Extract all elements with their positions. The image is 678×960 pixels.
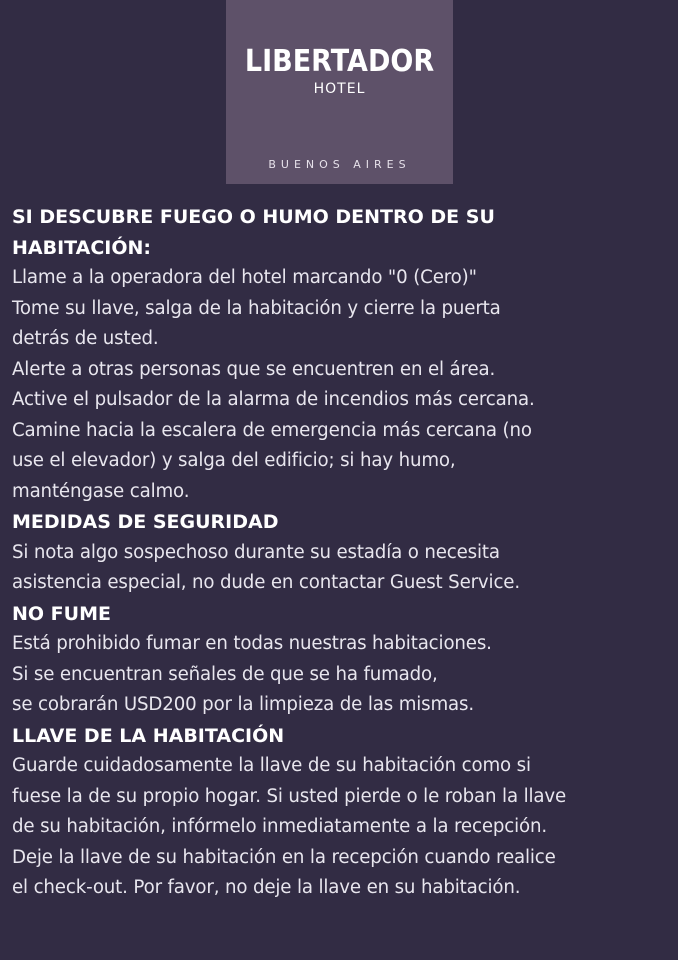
section-heading: HABITACIÓN: [12,236,152,259]
text-line: asistencia especial, no dude en contactar Guest Service. [12,572,520,593]
section-heading: MEDIDAS DE SEGURIDAD [12,511,279,533]
text-line: Alerte a otras personas que se encuentren en el área. [12,358,496,380]
text-line: Llame a la operadora del hotel marcando "0 (Cero)" [12,267,477,288]
text-line: Active el pulsador de la alarma de incendios más cercana. [12,389,535,410]
text-line: use el elevador) y salga del edificio; si hay humo, [12,450,456,471]
logo-name: LIBERTADOR [244,44,435,79]
notice-content [12,202,674,904]
text-line: Está prohibido fumar en todas nuestras habitaciones. [12,633,492,654]
text-line: Camine hacia la escalera de emergencia más cercana (no [12,419,532,441]
section-fire [12,202,674,507]
text-line: Si nota algo sospechoso durante su estadía o necesita [12,541,500,563]
text-line: se cobrarán USD200 por la limpieza de las mismas. [12,694,475,715]
section-heading: NO FUME [12,602,111,625]
text-line: Si se encuentran señales de que se ha fumado, [12,663,438,685]
section-heading: SI DESCUBRE FUEGO O HUMO DENTRO DE SU [12,206,495,228]
text-line: el check-out. Por favor, no deje la llave en su habitación. [12,877,521,898]
text-line: Tome su llave, salga de la habitación y cierre la puerta [12,297,501,319]
text-line: fuese la de su propio hogar. Si usted pierde o le roban la llave [12,785,567,807]
section-security [12,507,674,599]
hotel-logo [226,0,453,184]
logo-subtitle: HOTEL [313,81,366,97]
logo-city: BUENOS AIRES [268,158,411,171]
text-line: Deje la llave de su habitación en la recepción cuando realice [12,846,556,868]
text-line: manténgase calmo. [12,480,190,502]
text-line: detrás de usted. [12,328,159,349]
section-no-smoking [12,599,674,721]
section-heading: LLAVE DE LA HABITACIÓN [12,724,285,747]
section-room-key [12,721,674,904]
text-line: Guarde cuidadosamente la llave de su habitación como si [12,755,531,776]
text-line: de su habitación, infórmelo inmediatamente a la recepción. [12,816,547,837]
